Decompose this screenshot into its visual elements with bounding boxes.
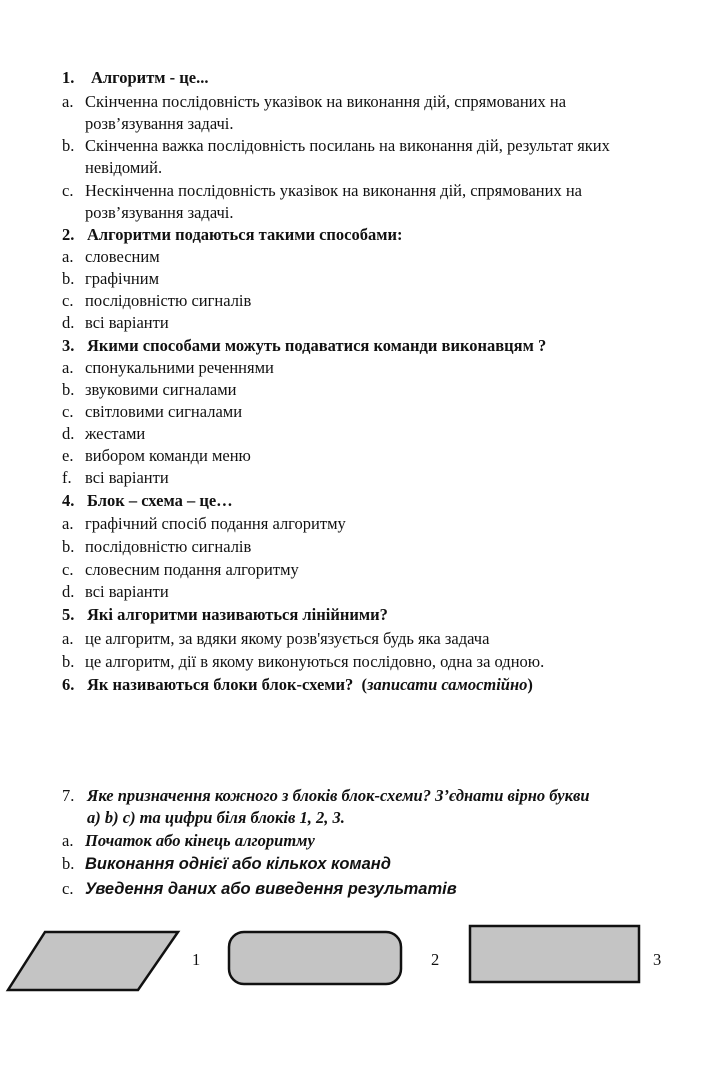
option-text: Скінченна послідовність указівок на виконання дій, спрямованих на	[85, 92, 567, 111]
question-number: 2.	[62, 225, 75, 244]
question-text: а) b) c) та цифри біля блоків 1, 2, 3.	[87, 808, 345, 827]
option-marker: f.	[62, 468, 72, 487]
option-text: графічним	[85, 269, 160, 288]
option-marker: d.	[62, 582, 75, 601]
option-marker: b.	[62, 136, 75, 155]
block-label-3: 3	[653, 950, 662, 969]
option-text: це алгоритм, дії в якому виконуються послідовно, одна за одною.	[85, 652, 545, 671]
option-marker: a.	[62, 247, 74, 266]
question-text: Блок – схема – це…	[87, 491, 233, 510]
option-text: Початок або кінець алгоритму	[85, 831, 315, 850]
question-number: 1.	[62, 68, 75, 87]
option-text: світловими сигналами	[85, 402, 243, 421]
block-label-1: 1	[192, 950, 201, 969]
rectangle-block	[470, 926, 639, 982]
option-marker: a.	[62, 514, 74, 533]
option-marker: b.	[62, 269, 75, 288]
option-text: це алгоритм, за вдяки якому розв'язується будь яка задача	[85, 629, 490, 648]
option-text: всі варіанти	[85, 468, 169, 487]
question-text: Алгоритм - це...	[91, 68, 209, 87]
option-marker: c.	[62, 291, 74, 310]
option-text: всі варіанти	[85, 582, 169, 601]
option-text: Скінченна важка послідовність посилань на виконання дій, результат яких	[85, 136, 610, 155]
question-text: Які алгоритми називаються лінійними?	[87, 605, 388, 624]
option-marker: a.	[62, 831, 74, 850]
option-text: Нескінченна послідовність указівок на виконання дій, спрямованих на	[85, 181, 582, 200]
option-text: словесним	[85, 247, 160, 266]
option-text: невідомий.	[85, 158, 163, 177]
question-number: 6.	[62, 675, 75, 694]
option-text: вибором команди меню	[85, 446, 251, 465]
option-text: звуковими сигналами	[85, 380, 237, 399]
question-text	[87, 674, 533, 696]
option-marker: b.	[62, 652, 75, 671]
option-marker: e.	[62, 446, 74, 465]
flowchart-blocks	[0, 910, 720, 1010]
question-text: Якими способами можуть подаватися команди виконавцям ?	[87, 336, 547, 355]
option-marker: b.	[62, 854, 75, 873]
note-open-paren: (	[353, 675, 368, 694]
parallelogram-block	[8, 932, 178, 990]
note-close-paren: )	[527, 675, 533, 694]
option-marker: d.	[62, 313, 75, 332]
option-text: жестами	[85, 424, 146, 443]
question-number: 4.	[62, 491, 75, 510]
option-text: словесним подання алгоритму	[85, 560, 299, 579]
option-text: графічний спосіб подання алгоритму	[85, 514, 346, 533]
option-text: розв’язування задачі.	[85, 114, 234, 133]
option-marker: a.	[62, 629, 74, 648]
question-number: 3.	[62, 336, 75, 355]
option-marker: b.	[62, 380, 75, 399]
option-marker: a.	[62, 92, 74, 111]
option-marker: c.	[62, 560, 74, 579]
question-number: 7.	[62, 786, 75, 805]
option-text: Виконання однієї або кількох команд	[85, 855, 391, 873]
option-marker: c.	[62, 879, 74, 898]
option-text: послідовністю сигналів	[85, 291, 252, 310]
question-number: 5.	[62, 605, 75, 624]
question-text: Алгоритми подаються такими способами:	[87, 225, 403, 244]
option-text: Уведення даних або виведення результатів	[85, 880, 457, 898]
option-marker: a.	[62, 358, 74, 377]
question-text: Яке призначення кожного з блоків блок-схеми? З’єднати вірно букви	[87, 786, 590, 805]
option-marker: b.	[62, 537, 75, 556]
block-label-2: 2	[431, 950, 440, 969]
rounded-rectangle-block	[229, 932, 401, 984]
option-text: спонукальними реченнями	[85, 358, 274, 377]
option-text: послідовністю сигналів	[85, 537, 252, 556]
option-text: розв’язування задачі.	[85, 203, 234, 222]
note-text: записати самостійно	[367, 675, 528, 694]
option-text: всі варіанти	[85, 313, 169, 332]
option-marker: d.	[62, 424, 75, 443]
option-marker: c.	[62, 402, 74, 421]
option-marker: c.	[62, 181, 74, 200]
question-main-text: Як називаються блоки блок-схеми?	[87, 675, 354, 694]
